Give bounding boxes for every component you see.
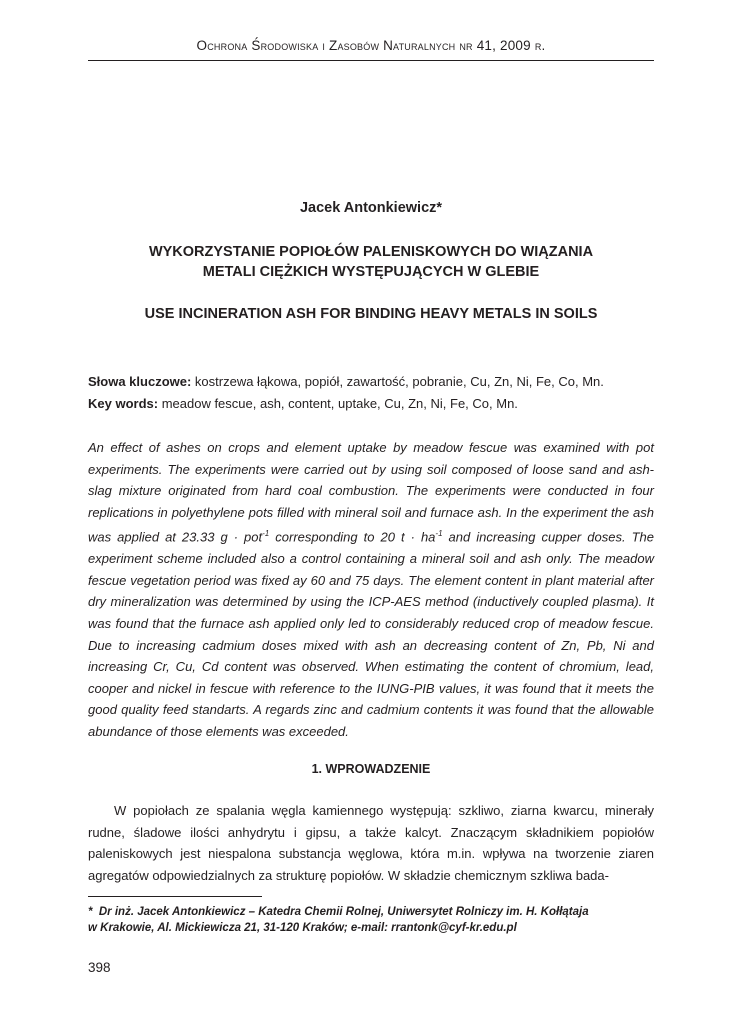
abstract (88, 437, 654, 743)
abstract-sup2: -1 (435, 529, 443, 539)
running-header (88, 38, 654, 53)
author-name: Jacek Antonkiewicz* (299, 200, 443, 216)
keywords-english-text: meadow fescue, ash, content, uptake, Cu, Zn, Ni, Fe, Co, Mn. (158, 396, 518, 411)
footnote (88, 904, 654, 936)
keywords-polish-text: kostrzewa łąkowa, popiół, zawartość, pobranie, Cu, Zn, Ni, Fe, Co, Mn. (191, 374, 604, 389)
abstract-sup1: -1 (262, 529, 270, 539)
footnote-line2: w Krakowie, Al. Mickiewicza 21, 31-120 Kraków; e-mail: rrantonk@cyf-kr.edu.pl (88, 922, 517, 934)
keywords-english (88, 396, 654, 411)
abstract-part3: and increasing cupper doses. The experiment scheme included also a control containing a mineral soil and ash only. The meadow fescue vegetation period was fixed ay 60 and 75 days. The element content in plant material after dry mineralization was determined by using the ICP-AES method (inductively coupled plasma). It was found that the furnace ash applied only led to considerably reduced crop of meadow fescue. Due to increasing cadmium doses mixed with ash an decreasing content of Zn, Pb, Ni and increasing Cr, Cu, Cd content was observed. When estimating the content of chromium, lead, cooper and nickel in fescue with reference to the IUNG-PIB values, it was found that it meets the good quality feed standarts. A regards zinc and cadmium contents it was found that the allowable abundance of those elements was exceeded. (88, 529, 654, 740)
section-heading: 1. WPROWADZENIE (311, 762, 431, 776)
abstract-part1: An effect of ashes on crops and element uptake by meadow fescue was examined with pot experiments. The experiments were carried out by using soil composed of loose sand and ash-slag mixture originated from hard coal combustion. The experiments were conducted in four replications in polyethylene pots filled with mineral soil and furnace ash. In the experiment the ash was applied at 23.33 g · pot (88, 440, 654, 545)
issue-prefix: nr (459, 38, 473, 53)
footnote-line1: Dr inż. Jacek Antonkiewicz – Katedra Chemii Rolnej, Uniwersytet Rolniczy im. H. Kołłątaja (98, 906, 589, 918)
title-polish-line2: METALI CIĘŻKICH WYSTĘPUJĄCYCH W GLEBIE (202, 264, 540, 280)
keywords-polish-label: Słowa kluczowe: (88, 374, 192, 389)
page-number: 398 (88, 960, 111, 975)
title-polish-line1: WYKORZYSTANIE POPIOŁÓW PALENISKOWYCH DO WIĄZANIA (148, 244, 594, 260)
title-polish (88, 242, 654, 282)
keywords-english-label: Key words: (88, 396, 159, 411)
keywords-polish (88, 374, 654, 389)
year-suffix: r. (534, 38, 546, 53)
title-english: USE INCINERATION ASH FOR BINDING HEAVY METALS IN SOILS (144, 306, 598, 322)
intro-paragraph: W popiołach ze spalania węgla kamiennego występują: szkliwo, ziarna kwarcu, minerały rudne, śladowe ilości anhydrytu i gipsu, a także kalcyt. Znaczącym składnikiem popiołów paleniskowych jest niespalona substancja węglowa, która m.in. wpływa na tworzenie ziaren agregatów odpowiedzialnych za strukturę popiołów. W składzie chemicznym szkliwa bada- (88, 803, 654, 883)
abstract-part2: corresponding to 20 t · ha (269, 529, 436, 545)
journal-name: Ochrona Środowiska i Zasobów Naturalnych (196, 38, 456, 53)
header-divider (88, 60, 654, 61)
issue-number: 41, 2009 (476, 38, 531, 53)
footnote-divider (88, 896, 262, 897)
footnote-marker: * (88, 906, 93, 918)
